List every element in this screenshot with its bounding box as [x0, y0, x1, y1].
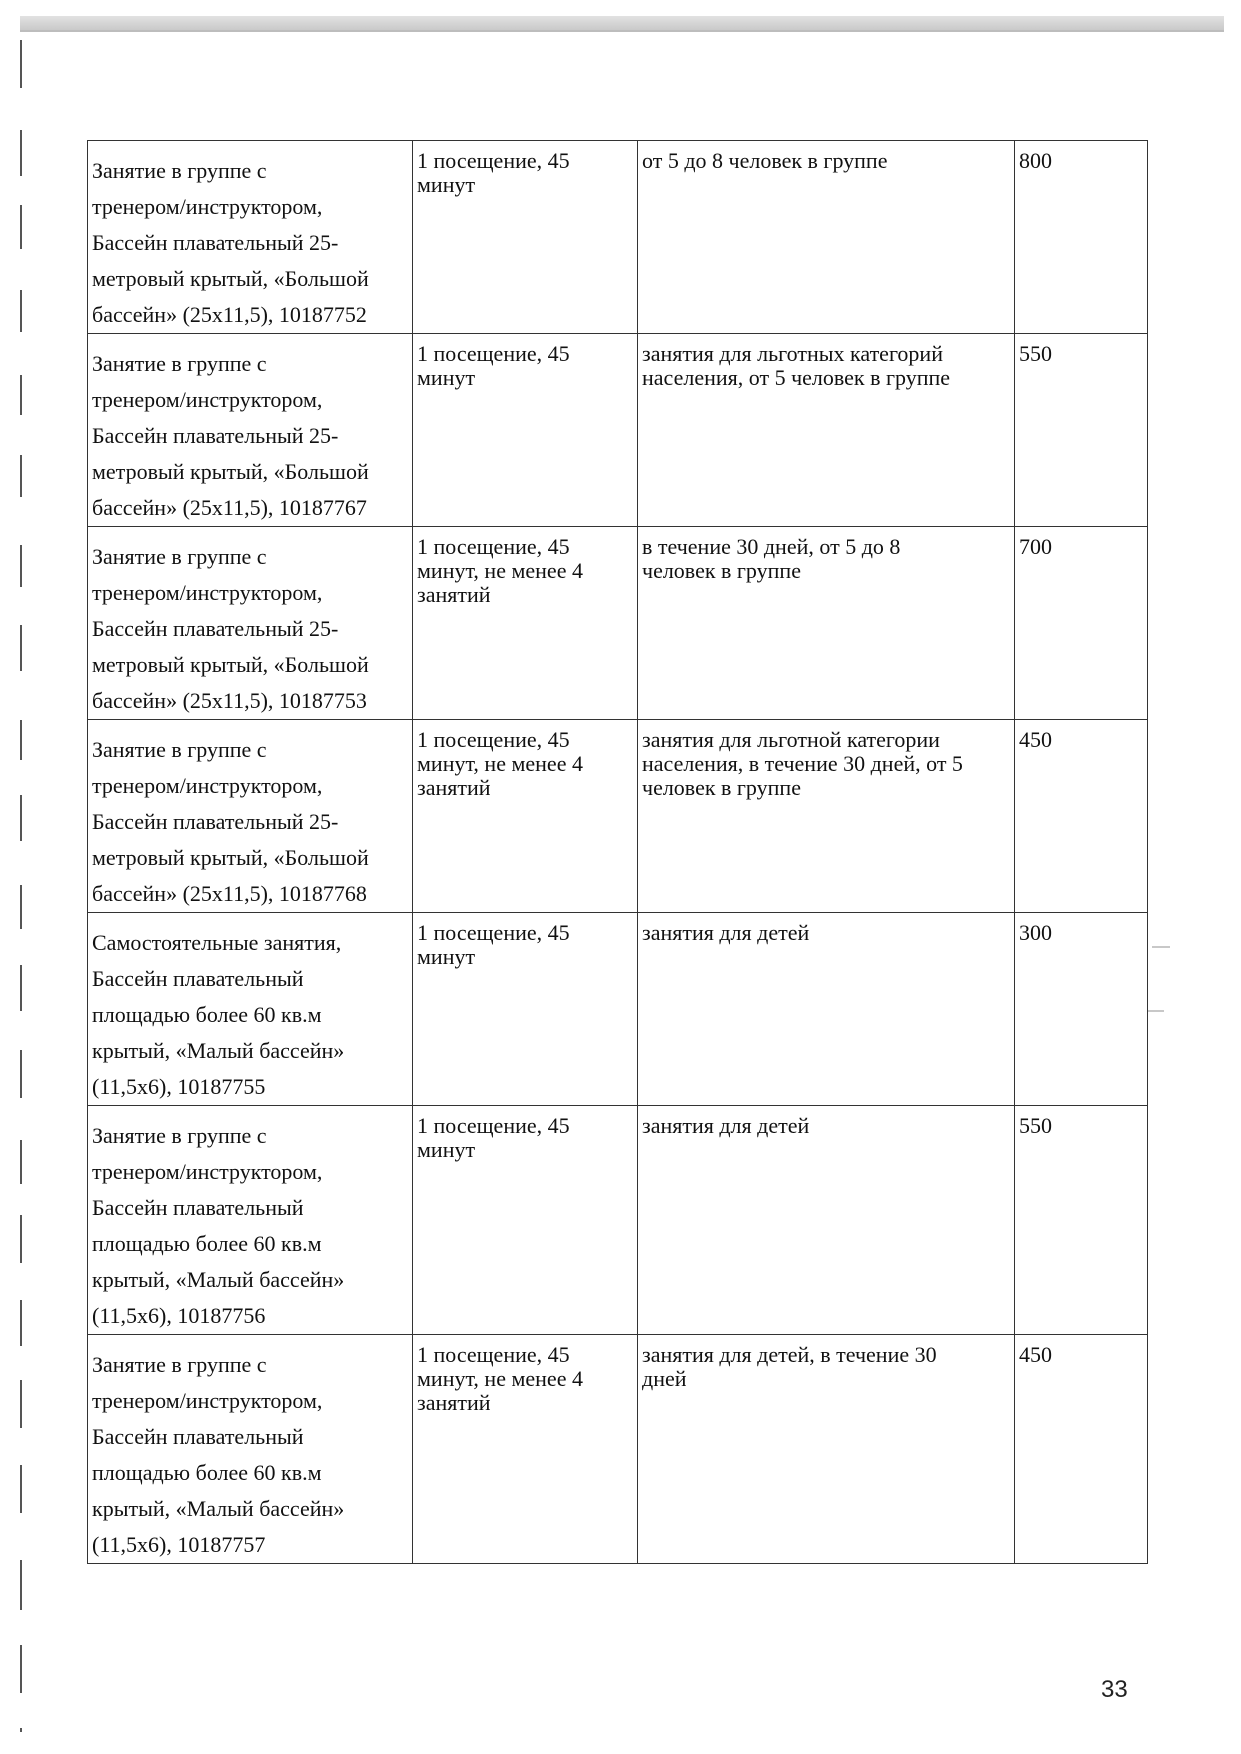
- duration-cell: 1 посещение, 45 минут, не менее 4 занятий: [413, 720, 638, 913]
- price-cell: 300: [1015, 913, 1148, 1106]
- binding-mark: [20, 1140, 22, 1184]
- duration-cell: 1 посещение, 45 минут, не менее 4 занятий: [413, 1335, 638, 1564]
- conditions-cell: занятия для льготных категорий населения, от 5 человек в группе: [638, 334, 1015, 527]
- binding-mark: [20, 455, 22, 497]
- price-cell: 450: [1015, 1335, 1148, 1564]
- scan-artifact: [1152, 946, 1170, 948]
- conditions-cell: от 5 до 8 человек в группе: [638, 141, 1015, 334]
- binding-mark: [20, 1465, 22, 1513]
- conditions-cell: занятия для детей: [638, 1106, 1015, 1335]
- service-name-cell: Занятие в группе с тренером/инструктором, Бассейн плавательный 25- метровый крытый, «Большой бассейн» (25х11,5), 10187768: [88, 720, 413, 913]
- binding-mark: [20, 1050, 22, 1098]
- service-name-cell: Занятие в группе с тренером/инструктором, Бассейн плавательный площадью более 60 кв.м крытый, «Малый бассейн» (11,5х6), 10187757: [88, 1335, 413, 1564]
- page-number: 33: [1101, 1676, 1128, 1703]
- table-row: [88, 1106, 1148, 1335]
- binding-mark: [20, 1728, 22, 1732]
- binding-mark: [20, 1215, 22, 1263]
- price-table: [87, 140, 1148, 1564]
- conditions-cell: занятия для детей, в течение 30 дней: [638, 1335, 1015, 1564]
- table-row: [88, 141, 1148, 334]
- price-cell: 700: [1015, 527, 1148, 720]
- duration-cell: 1 посещение, 45 минут: [413, 1106, 638, 1335]
- binding-mark: [20, 545, 22, 587]
- scan-top-edge: [20, 16, 1224, 32]
- service-name-cell: Самостоятельные занятия, Бассейн плавательный площадью более 60 кв.м крытый, «Малый бассейн» (11,5х6), 10187755: [88, 913, 413, 1106]
- service-name-cell: Занятие в группе с тренером/инструктором, Бассейн плавательный 25- метровый крытый, «Большой бассейн» (25х11,5), 10187767: [88, 334, 413, 527]
- price-cell: 550: [1015, 1106, 1148, 1335]
- binding-mark: [20, 130, 22, 176]
- service-name-cell: Занятие в группе с тренером/инструктором, Бассейн плавательный 25- метровый крытый, «Большой бассейн» (25х11,5), 10187752: [88, 141, 413, 334]
- binding-mark: [20, 40, 22, 88]
- binding-mark: [20, 965, 22, 1011]
- binding-mark: [20, 1380, 22, 1428]
- table-row: [88, 527, 1148, 720]
- table-row: [88, 334, 1148, 527]
- binding-mark: [20, 1560, 22, 1610]
- binding-mark: [20, 720, 22, 760]
- conditions-cell: занятия для льготной категории населения, в течение 30 дней, от 5 человек в группе: [638, 720, 1015, 913]
- binding-mark: [20, 885, 22, 929]
- scan-artifact: [1148, 1010, 1164, 1012]
- price-cell: 450: [1015, 720, 1148, 913]
- duration-cell: 1 посещение, 45 минут: [413, 334, 638, 527]
- duration-cell: 1 посещение, 45 минут, не менее 4 занятий: [413, 527, 638, 720]
- conditions-cell: занятия для детей: [638, 913, 1015, 1106]
- table-row: [88, 913, 1148, 1106]
- binding-mark: [20, 1300, 22, 1346]
- binding-mark: [20, 290, 22, 332]
- table-row: [88, 720, 1148, 913]
- price-cell: 800: [1015, 141, 1148, 334]
- duration-cell: 1 посещение, 45 минут: [413, 913, 638, 1106]
- binding-mark: [20, 795, 22, 841]
- duration-cell: 1 посещение, 45 минут: [413, 141, 638, 334]
- binding-mark: [20, 375, 22, 415]
- binding-mark: [20, 205, 22, 249]
- table-row: [88, 1335, 1148, 1564]
- service-name-cell: Занятие в группе с тренером/инструктором, Бассейн плавательный площадью более 60 кв.м крытый, «Малый бассейн» (11,5х6), 10187756: [88, 1106, 413, 1335]
- binding-mark: [20, 625, 22, 671]
- binding-mark: [20, 1645, 22, 1693]
- service-name-cell: Занятие в группе с тренером/инструктором, Бассейн плавательный 25- метровый крытый, «Большой бассейн» (25х11,5), 10187753: [88, 527, 413, 720]
- price-cell: 550: [1015, 334, 1148, 527]
- conditions-cell: в течение 30 дней, от 5 до 8 человек в группе: [638, 527, 1015, 720]
